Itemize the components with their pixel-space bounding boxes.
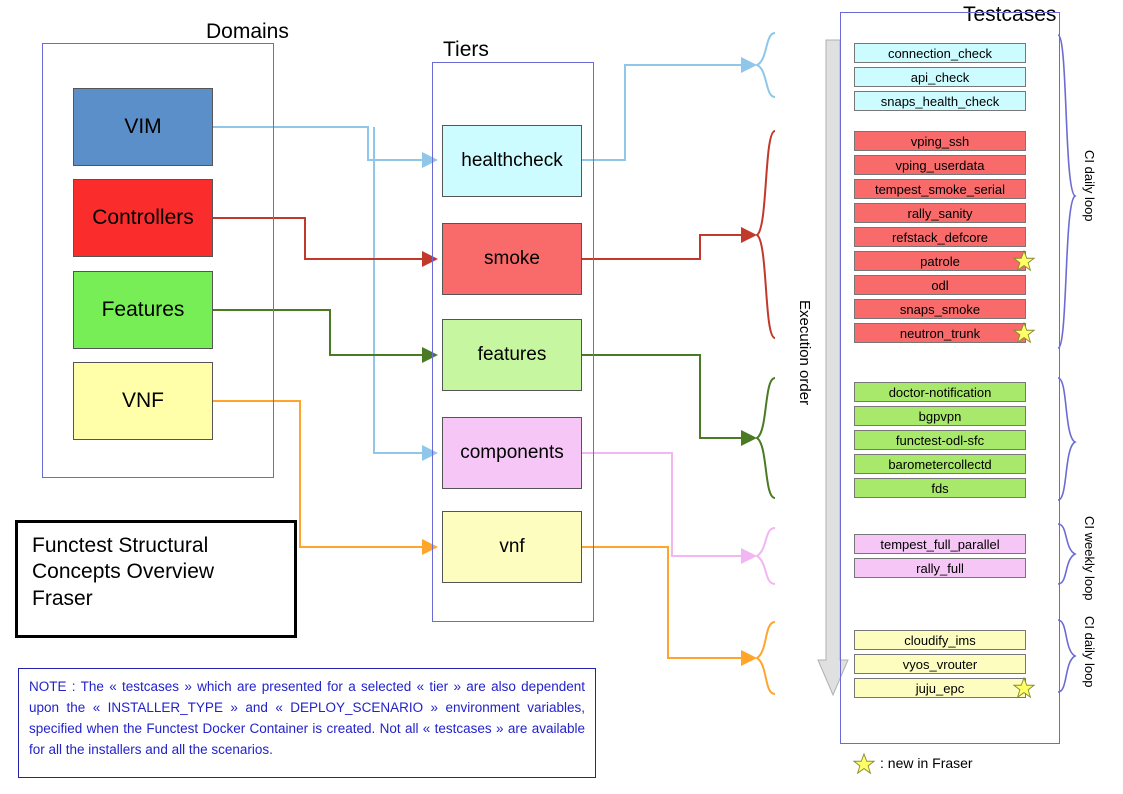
- testcase-label: juju_epc: [915, 680, 965, 696]
- new-star-icon: [1013, 677, 1035, 699]
- new-star-icon: [1013, 322, 1035, 344]
- execution-order-label: Execution order: [796, 300, 813, 406]
- testcase-snaps-health-check[interactable]: [854, 91, 1026, 111]
- tier-box-vnf[interactable]: [442, 511, 582, 583]
- note-text: NOTE : The « testcases » which are presented for a selected « tier » are also dependent upon the « INSTALLER_TYPE » and « DEPLOY_SCENARIO » environment variables, specified when the Functest Docker Container is created. Not all « testcases » are available for all the installers and all the scenarios.: [29, 679, 585, 757]
- domain-label: Controllers: [92, 206, 194, 229]
- note-box: [18, 668, 596, 778]
- tier-box-smoke[interactable]: [442, 223, 582, 295]
- heading-domains: Domains: [206, 20, 289, 43]
- testcase-vyos-vrouter[interactable]: [854, 654, 1026, 674]
- tier-label: components: [460, 442, 564, 463]
- testcase-api-check[interactable]: [854, 67, 1026, 87]
- testcase-label: rally_sanity: [907, 205, 973, 221]
- testcase-label: snaps_health_check: [880, 93, 1000, 109]
- testcase-label: barometercollectd: [888, 456, 992, 472]
- tier-box-features[interactable]: [442, 319, 582, 391]
- domain-label: VIM: [124, 115, 162, 138]
- testcase-label: tempest_full_parallel: [880, 536, 1000, 552]
- testcase-label: neutron_trunk: [899, 325, 981, 341]
- testcase-snaps-smoke[interactable]: [854, 299, 1026, 319]
- testcase-label: vping_ssh: [910, 133, 970, 149]
- heading-testcases: Testcases: [963, 3, 1057, 26]
- testcase-label: functest-odl-sfc: [895, 432, 985, 448]
- testcase-odl[interactable]: [854, 275, 1026, 295]
- testcase-functest-odl-sfc[interactable]: [854, 430, 1026, 450]
- new-star-icon: [1013, 250, 1035, 272]
- testcase-label: fds: [931, 480, 949, 496]
- heading-tiers: Tiers: [443, 38, 489, 61]
- title-line-3: Fraser: [32, 586, 93, 610]
- testcase-bgpvpn[interactable]: [854, 406, 1026, 426]
- domain-box-vnf[interactable]: [73, 362, 213, 440]
- domain-box-vim[interactable]: [73, 88, 213, 166]
- domain-label: VNF: [122, 389, 164, 412]
- testcase-patrole[interactable]: [854, 251, 1026, 271]
- testcase-label: bgpvpn: [918, 408, 962, 424]
- testcase-label: vyos_vrouter: [902, 656, 978, 672]
- testcase-label: api_check: [910, 69, 970, 85]
- loop-label-ci-weekly: CI weekly loop: [1082, 516, 1097, 601]
- testcase-vping-ssh[interactable]: [854, 131, 1026, 151]
- testcase-label: refstack_defcore: [891, 229, 989, 245]
- testcase-cloudify-ims[interactable]: [854, 630, 1026, 650]
- testcase-label: tempest_smoke_serial: [874, 181, 1006, 197]
- testcase-tempest-full-parallel[interactable]: [854, 534, 1026, 554]
- testcase-connection-check[interactable]: [854, 43, 1026, 63]
- testcase-rally-full[interactable]: [854, 558, 1026, 578]
- domain-label: Features: [101, 298, 185, 321]
- title-box: [15, 520, 297, 638]
- tier-label: smoke: [484, 248, 540, 269]
- legend-text: : new in Fraser: [880, 755, 973, 771]
- testcase-rally-sanity[interactable]: [854, 203, 1026, 223]
- tier-box-healthcheck[interactable]: [442, 125, 582, 197]
- tier-label: vnf: [499, 536, 525, 557]
- tier-label: features: [477, 344, 547, 365]
- domain-box-controllers[interactable]: [73, 179, 213, 257]
- testcase-juju-epc[interactable]: [854, 678, 1026, 698]
- tier-box-components[interactable]: [442, 417, 582, 489]
- testcase-vping-userdata[interactable]: [854, 155, 1026, 175]
- testcase-label: cloudify_ims: [904, 632, 976, 648]
- testcase-fds[interactable]: [854, 478, 1026, 498]
- title-line-2: Concepts Overview: [32, 560, 215, 584]
- testcase-label: rally_full: [916, 560, 964, 576]
- testcase-refstack-defcore[interactable]: [854, 227, 1026, 247]
- testcase-label: patrole: [920, 253, 960, 269]
- testcase-tempest-smoke-serial[interactable]: [854, 179, 1026, 199]
- testcase-neutron-trunk[interactable]: [854, 323, 1026, 343]
- testcase-barometercollectd[interactable]: [854, 454, 1026, 474]
- loop-label-ci-daily-1: CI daily loop: [1082, 150, 1097, 222]
- legend-star-icon: [853, 753, 875, 775]
- loop-label-ci-daily-2: CI daily loop: [1082, 616, 1097, 688]
- tier-label: healthcheck: [461, 150, 563, 171]
- testcase-label: connection_check: [887, 45, 993, 61]
- testcase-label: snaps_smoke: [899, 301, 981, 317]
- domain-box-features[interactable]: [73, 271, 213, 349]
- title-line-1: Functest Structural: [32, 534, 209, 557]
- testcase-label: doctor-notification: [888, 384, 992, 400]
- testcase-label: vping_userdata: [895, 157, 985, 173]
- testcase-doctor-notification[interactable]: [854, 382, 1026, 402]
- testcase-label: odl: [931, 277, 949, 293]
